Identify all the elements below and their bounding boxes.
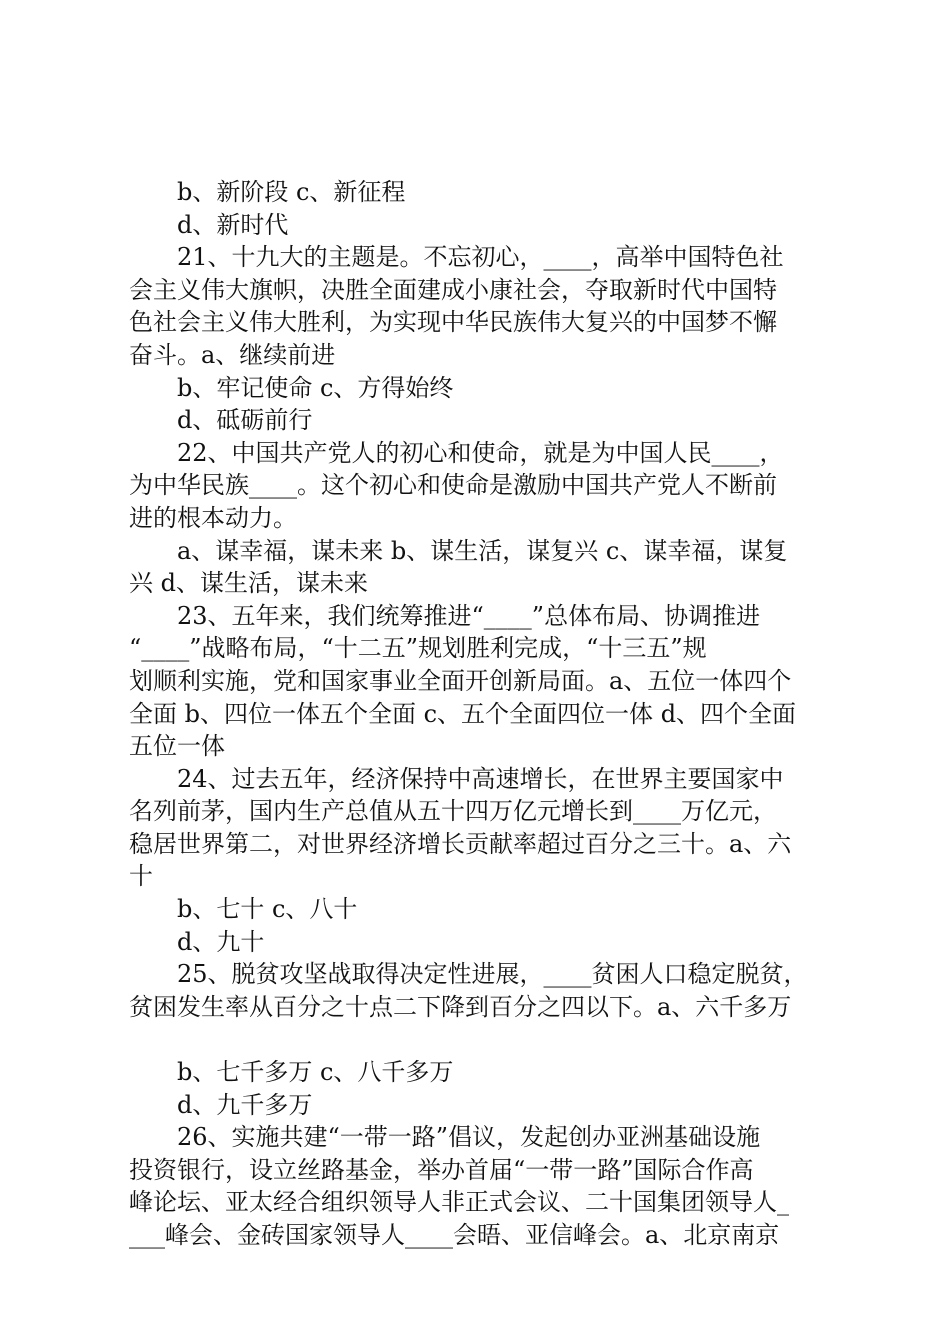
question-24-line: 名列前茅，国内生产总值从五十四万亿元增长到____万亿元， (129, 797, 777, 826)
option-line: b、七十 c、八十 (177, 895, 358, 924)
question-22-line: 为中华民族____。这个初心和使命是激励中国共产党人不断前 (129, 471, 777, 500)
option-line: a、谋幸福，谋未来 b、谋生活，谋复兴 c、谋幸福，谋复 (177, 536, 788, 565)
option-line: d、九千多万 (177, 1090, 313, 1119)
question-26-line: 26、实施共建“一带一路”倡议，发起创办亚洲基础设施 (177, 1123, 761, 1152)
option-line: b、新阶段 c、新征程 (177, 178, 406, 206)
question-23-line: 五位一体 (129, 732, 225, 761)
question-21-line: 会主义伟大旗帜，决胜全面建成小康社会，夺取新时代中国特 (129, 275, 777, 304)
question-21-line: 奋斗。a、继续前进 (129, 340, 336, 369)
question-22-line: 进的根本动力。 (129, 503, 297, 532)
question-24-line: 十 (129, 862, 153, 891)
question-23-line: 全面 b、四位一体五个全面 c、五个全面四位一体 d、四个全面 (129, 699, 797, 728)
question-22-line: 22、中国共产党人的初心和使命，就是为中国人民____， (177, 438, 784, 467)
question-25-line: 25、脱贫攻坚战取得决定性进展，____贫困人口稳定脱贫， (177, 960, 808, 989)
question-26-line: ___峰会、金砖国家领导人____会晤、亚信峰会。a、北京南京 (129, 1221, 780, 1249)
option-line: d、新时代 (177, 210, 289, 239)
question-23-line: 23、五年来，我们统筹推进“____”总体布局、协调推进 (177, 601, 761, 630)
question-26-line: 峰论坛、亚太经合组织领导人非正式会议、二十国集团领导人_ (129, 1188, 789, 1217)
question-21-line: 21、十九大的主题是。不忘初心，____，高举中国特色社 (177, 243, 784, 272)
question-24-line: 24、过去五年，经济保持中高速增长，在世界主要国家中 (177, 764, 784, 793)
option-line: 兴 d、谋生活，谋未来 (129, 569, 368, 598)
option-line: b、七千多万 c、八千多万 (177, 1058, 454, 1087)
option-line: b、牢记使命 c、方得始终 (177, 373, 454, 402)
question-25-line: 贫困发生率从百分之十点二下降到百分之四以下。a、六千多万 (129, 992, 792, 1021)
question-23-line: 划顺利实施，党和国家事业全面开创新局面。a、五位一体四个 (129, 666, 792, 695)
option-line: d、砥砺前行 (177, 406, 313, 435)
question-26-line: 投资银行，设立丝路基金，举办首届“一带一路”国际合作高 (129, 1155, 754, 1184)
document-body (129, 176, 839, 1252)
question-21-line: 色社会主义伟大胜利，为实现中华民族伟大复兴的中国梦不懈 (129, 308, 777, 337)
question-23-line: “____”战略布局，“十二五”规划胜利完成，“十三五”规 (129, 634, 707, 663)
question-24-line: 稳居世界第二，对世界经济增长贡献率超过百分之三十。a、六 (129, 829, 792, 858)
option-line: d、九十 (177, 927, 265, 956)
blank-line (129, 1023, 839, 1056)
